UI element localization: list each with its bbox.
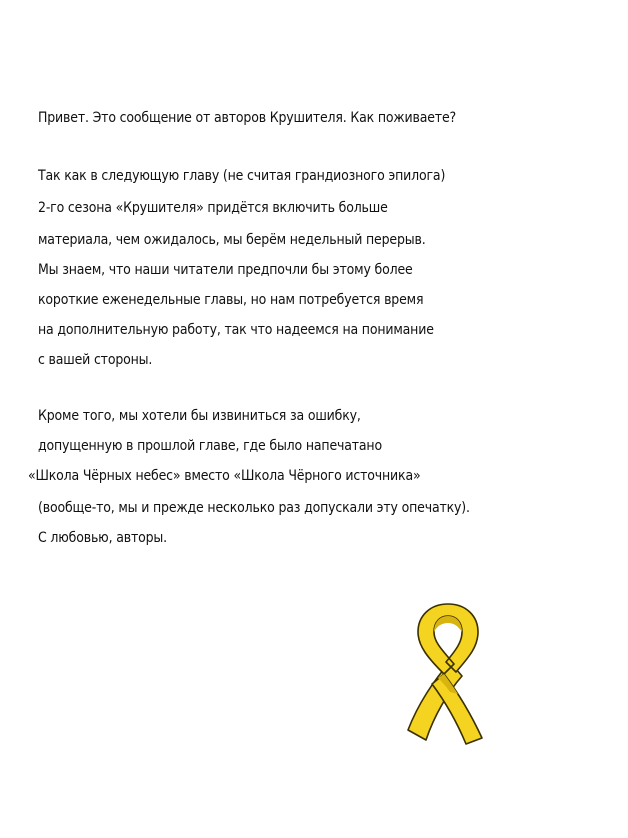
paragraph2-line-1: Кроме того, мы хотели бы извиниться за ошибку, bbox=[38, 407, 361, 424]
paragraph2-line-2: допущенную в прошлой главе, где было напечатано bbox=[38, 437, 382, 454]
paragraph1-line-6: на дополнительную работу, так что надеемся на понимание bbox=[38, 321, 434, 338]
paragraph1-line-5: короткие еженедельные главы, но нам потребуется время bbox=[38, 291, 424, 308]
paragraph1-line-3: материала, чем ожидалось, мы берём недельный перерыв. bbox=[38, 231, 426, 248]
paragraph1-line-2: 2-го сезона «Крушителя» придётся включить больше bbox=[38, 199, 388, 216]
yellow-ribbon-icon bbox=[404, 600, 492, 746]
paragraph2-line-4: (вообще-то, мы и прежде несколько раз допускали эту опечатку). bbox=[38, 499, 470, 516]
paragraph1-line-7: с вашей стороны. bbox=[38, 351, 153, 368]
paragraph2-line-3: «Школа Чёрных небес» вместо «Школа Чёрного источника» bbox=[28, 467, 421, 484]
signature-line: С любовью, авторы. bbox=[38, 529, 167, 546]
paragraph1-line-4: Мы знаем, что наши читатели предпочли бы этому более bbox=[38, 261, 413, 278]
paragraph1-line-1: Так как в следующую главу (не считая грандиозного эпилога) bbox=[38, 167, 446, 184]
greeting-line: Привет. Это сообщение от авторов Крушителя. Как поживаете? bbox=[38, 109, 457, 126]
